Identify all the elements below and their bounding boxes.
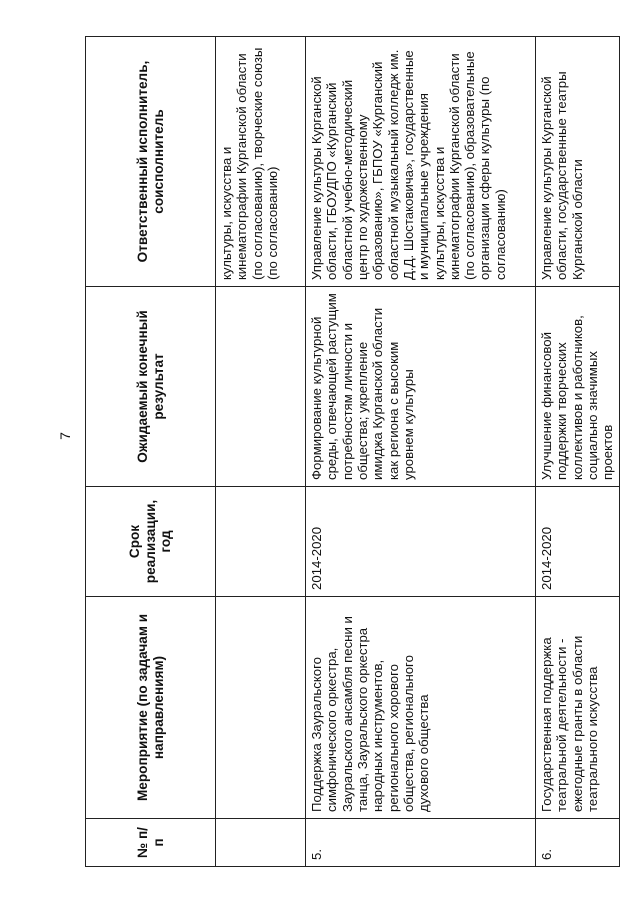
cell-result: Улучшение финансовой поддержки творческих коллективов и работников, социально значимых проектов xyxy=(536,287,620,487)
table-header-row xyxy=(86,37,216,867)
page-number: 7 xyxy=(57,432,73,440)
table-row xyxy=(306,37,536,867)
cell-executor: Управление культуры Курганской области, государственные театры Курганской области xyxy=(536,37,620,287)
cell-activity xyxy=(216,597,306,819)
header-activity: Мероприятие (по задачам и направлениям) xyxy=(86,597,216,819)
header-num: № п/п xyxy=(86,819,216,867)
table-row xyxy=(216,37,306,867)
header-period: Срок реализации, год xyxy=(86,487,216,597)
cell-executor: Управление культуры Курганской области, ГБОУДПО «Курганский областной учебно-методический центр по художественному образованию», ГБПОУ «Курганский областной музыкальный колледж им. Д.Д. Шостаковича», государственные и муниципальные учреждения культуры, искусства и кинематографии Курганской области (по согласованию), образовательные организации сферы культуры (по согласованию) xyxy=(306,37,536,287)
program-table xyxy=(85,36,620,867)
header-executor: Ответственный исполнитель, соисполнитель xyxy=(86,37,216,287)
table-row xyxy=(536,37,620,867)
cell-result xyxy=(216,287,306,487)
cell-period xyxy=(216,487,306,597)
cell-activity: Поддержка Зауральского симфонического оркестра, Зауральского ансамбля песни и танца, Зауральского оркестра народных инструментов, регионального хорового общества, регионального духового общества xyxy=(306,597,536,819)
cell-result: Формирование культурной среды, отвечающей растущим потребностям личности и общества; укрепление имиджа Курганской области как региона с высоким уровнем культуры xyxy=(306,287,536,487)
cell-num: 5. xyxy=(306,819,536,867)
cell-executor: культуры, искусства и кинематографии Курганской области (по согласованию), творческие союзы (по согласованию) xyxy=(216,37,306,287)
cell-num: 6. xyxy=(536,819,620,867)
rotated-table-container xyxy=(85,37,615,867)
header-result: Ожидаемый конечный результат xyxy=(86,287,216,487)
cell-period: 2014-2020 xyxy=(306,487,536,597)
cell-period: 2014-2020 xyxy=(536,487,620,597)
cell-num xyxy=(216,819,306,867)
cell-activity: Государственная поддержка театральной деятельности - ежегодные гранты в области театрального искусства xyxy=(536,597,620,819)
